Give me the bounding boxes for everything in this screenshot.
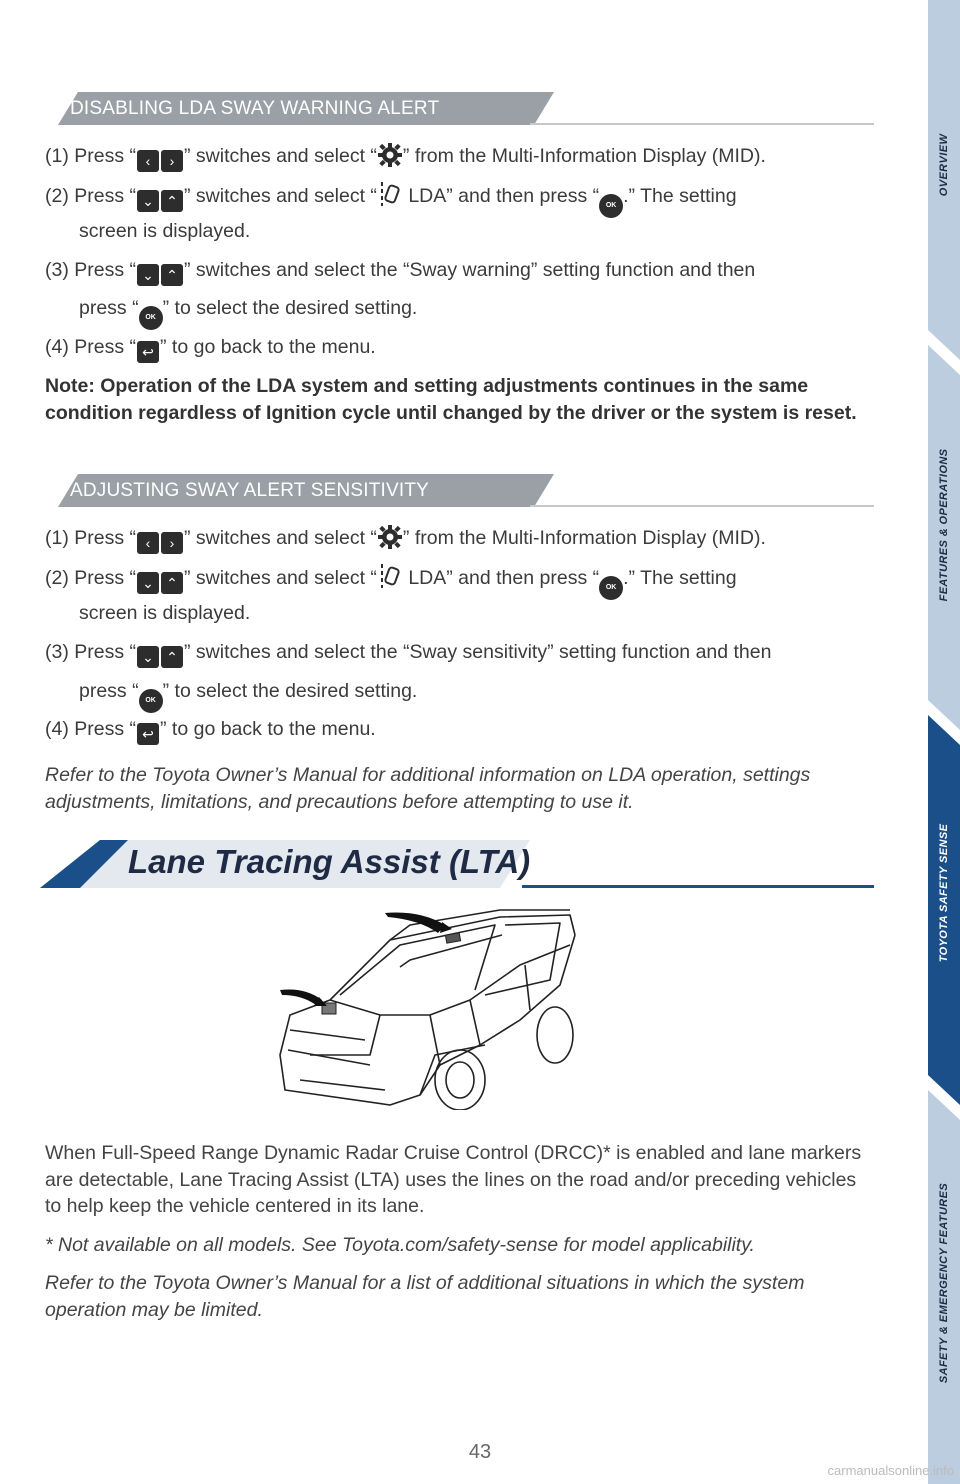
up-arrow-icon: ⌃ <box>161 646 183 668</box>
step-3-continued: press “ OK ” to select the desired setting. <box>79 679 417 713</box>
lane-departure-icon <box>377 180 403 208</box>
down-arrow-icon: ⌄ <box>137 572 159 594</box>
vehicle-illustration <box>270 905 580 1110</box>
lta-description: When Full-Speed Range Dynamic Radar Cruise Control (DRCC)* is enabled and lane markers are detectable, Lane Tracing Assist (LTA) uses the lines on the road and/or preceding vehicles to help keep the vehicle centered in its lane. <box>45 1142 862 1217</box>
down-arrow-icon: ⌄ <box>137 264 159 286</box>
chapter-tab-features-operations[interactable]: FEATURES & OPERATIONS <box>938 448 950 602</box>
section-header-banner <box>58 92 558 125</box>
ok-button-icon: OK <box>139 689 163 713</box>
step-3: (3) Press “ ⌄ ⌃ ” switches and select the “Sway warning” setting function and then <box>45 258 755 286</box>
chapter-tab-overview[interactable]: OVERVIEW <box>938 133 950 197</box>
step-2-continued: screen is displayed. <box>79 602 251 624</box>
right-arrow-icon: › <box>161 150 183 172</box>
up-arrow-icon: ⌃ <box>161 190 183 212</box>
step-2-continued: screen is displayed. <box>79 220 251 242</box>
step-3: (3) Press “ ⌄ ⌃ ” switches and select the “Sway sensitivity” setting function and then <box>45 640 771 668</box>
step-3-continued: press “ OK ” to select the desired setting. <box>79 296 417 330</box>
lta-title-rule <box>522 885 874 888</box>
note-text: Note: Operation of the LDA system and setting adjustments continues in the same condition regardless of Ignition cycle until changed by the driver or the system is reset. <box>45 375 857 424</box>
section-divider <box>530 505 874 507</box>
section-header-banner <box>58 474 558 507</box>
left-arrow-icon: ‹ <box>137 532 159 554</box>
ok-button-icon: OK <box>599 194 623 218</box>
gear-icon <box>377 142 403 168</box>
step-4: (4) Press “ ↩ ” to go back to the menu. <box>45 717 376 745</box>
watermark: carmanualsonline.info <box>827 1463 954 1478</box>
chapter-tab-safety-emergency[interactable]: SAFETY & EMERGENCY FEATURES <box>938 1182 950 1384</box>
back-icon: ↩ <box>137 723 159 745</box>
step-1: (1) Press “ ‹ › ” switches and select “ ” from the Multi-Information Display (MID). <box>45 524 766 554</box>
chapter-tab-toyota-safety-sense[interactable]: TOYOTA SAFETY SENSE <box>938 823 950 963</box>
back-icon: ↩ <box>137 341 159 363</box>
ok-button-icon: OK <box>599 576 623 600</box>
section-divider <box>530 123 874 125</box>
step-2: (2) Press “ ⌄ ⌃ ” switches and select “ LDA” and then press “ OK .” The setting <box>45 562 737 600</box>
right-arrow-icon: › <box>161 532 183 554</box>
section-header-title: DISABLING LDA SWAY WARNING ALERT <box>70 98 440 119</box>
page-number: 43 <box>468 1441 492 1463</box>
section-header-title: ADJUSTING SWAY ALERT SENSITIVITY <box>70 480 430 501</box>
lta-refer-note: Refer to the Toyota Owner’s Manual for a list of additional situations in which the system operation may be limited. <box>45 1272 805 1321</box>
lta-footnote: * Not available on all models. See Toyota.com/safety-sense for model applicability. <box>45 1234 755 1256</box>
left-arrow-icon: ‹ <box>137 150 159 172</box>
up-arrow-icon: ⌃ <box>161 264 183 286</box>
lane-departure-icon <box>377 562 403 590</box>
step-2: (2) Press “ ⌄ ⌃ ” switches and select “ LDA” and then press “ OK .” The setting <box>45 180 737 218</box>
refer-note: Refer to the Toyota Owner’s Manual for additional information on LDA operation, settings adjustments, limitations, and precautions before attempting to use it. <box>45 764 811 813</box>
down-arrow-icon: ⌄ <box>137 646 159 668</box>
up-arrow-icon: ⌃ <box>161 572 183 594</box>
ok-button-icon: OK <box>139 306 163 330</box>
step-1: (1) Press “ ‹ › ” switches and select “ ” from the Multi-Information Display (MID). <box>45 142 766 172</box>
down-arrow-icon: ⌄ <box>137 190 159 212</box>
lta-title: Lane Tracing Assist (LTA) <box>128 843 531 880</box>
gear-icon <box>377 524 403 550</box>
step-4: (4) Press “ ↩ ” to go back to the menu. <box>45 335 376 363</box>
